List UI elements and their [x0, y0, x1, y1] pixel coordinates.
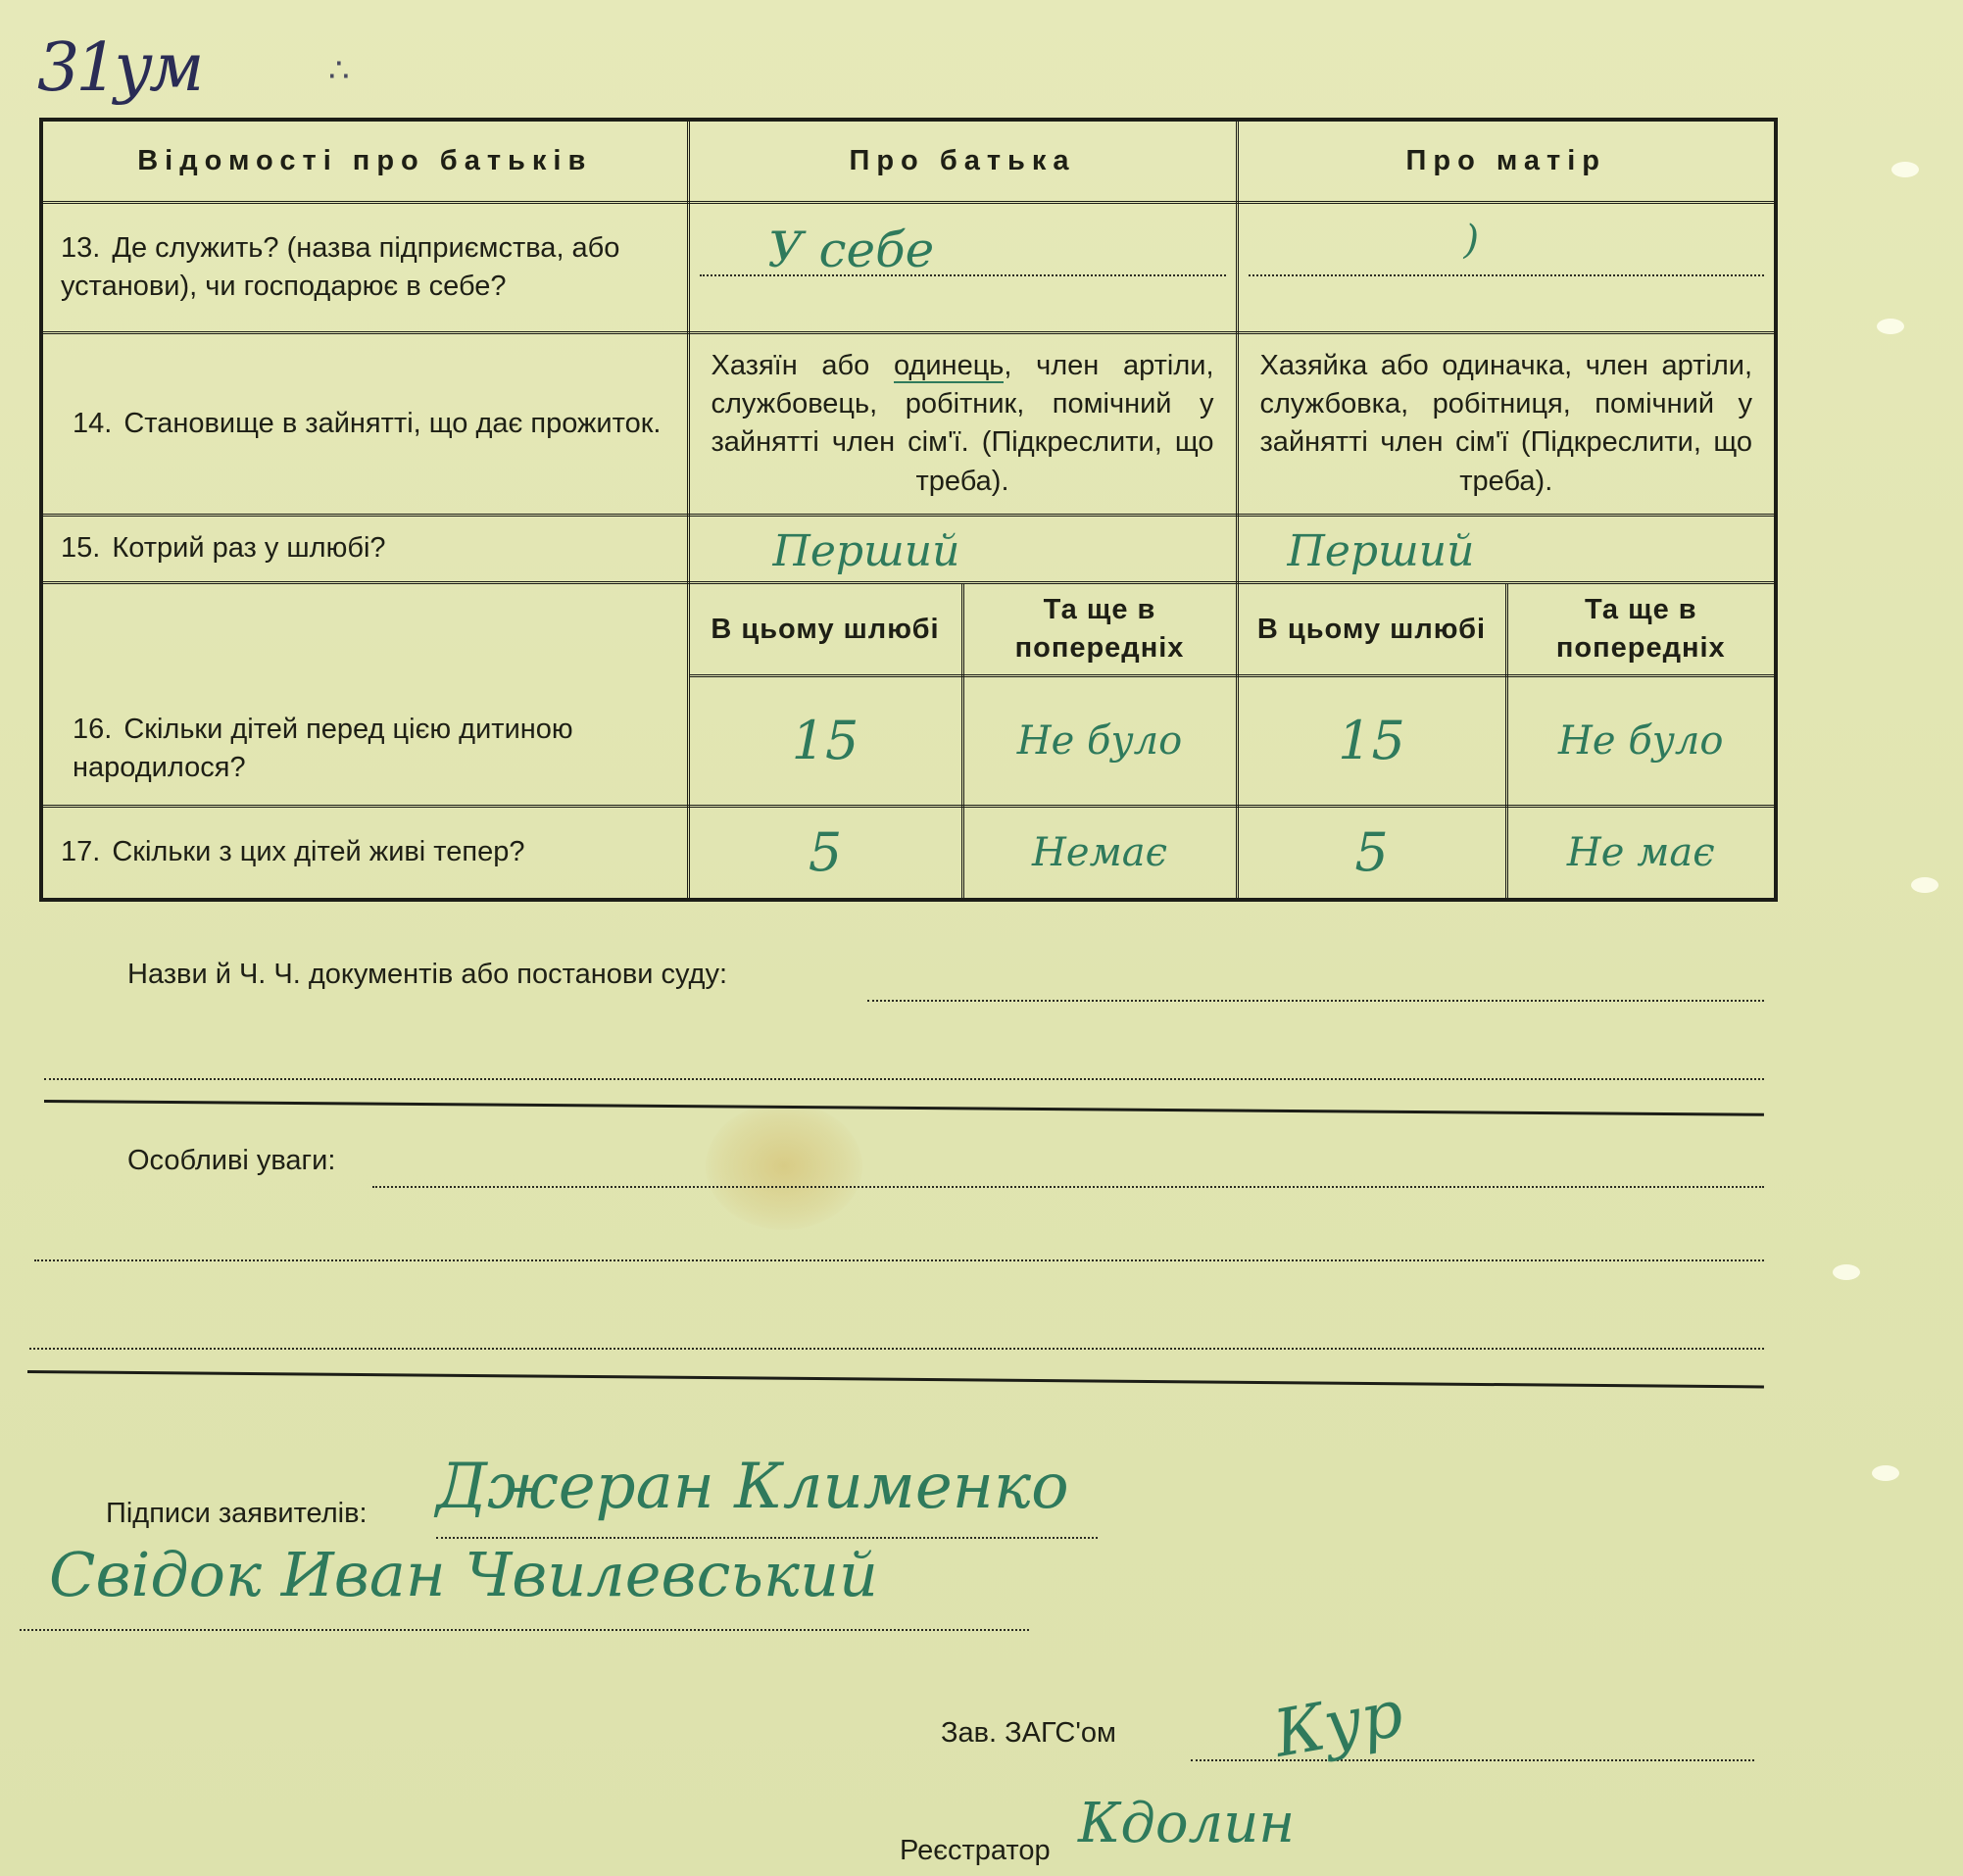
father-children-alive-this: 5: [688, 807, 962, 901]
documents-label: Назви й Ч. Ч. документів або постанови суду:: [127, 959, 728, 990]
signature-line: [1191, 1759, 1754, 1761]
mother-children-born-this: 15: [1237, 676, 1506, 807]
father-children-born-previous: Не було: [962, 676, 1237, 807]
option-text: Хазяїн або: [711, 350, 894, 382]
question-number: 13.: [61, 231, 101, 264]
zags-head-signature: Кур: [1268, 1675, 1409, 1772]
parents-info-table: [39, 118, 1778, 902]
question-number: 14.: [73, 407, 113, 439]
remarks-line: [372, 1186, 1764, 1188]
documents-line: [867, 1000, 1764, 1002]
father-workplace-value: У себе: [767, 222, 935, 279]
header-mother: Про матір: [1237, 120, 1776, 203]
mother-marriage-count: [1237, 516, 1776, 583]
question-text: Котрий раз у шлюбі?: [112, 532, 386, 565]
question-text: Становище в зайнятті, що дає прожиток.: [123, 407, 662, 439]
remarks-line: [29, 1348, 1764, 1350]
subheader-father-this: В цьому шлюбі: [688, 583, 962, 676]
question-number: 15.: [61, 532, 101, 565]
header-row: [41, 120, 1776, 203]
question-text: Де служить? (назва підприємства, або установи), чи господарює в себе?: [61, 231, 620, 303]
documents-line: [44, 1078, 1764, 1080]
question-text: Скільки з цих дітей живі тепер?: [112, 836, 525, 868]
row-q15: [41, 516, 1776, 583]
question-text: Скільки дітей перед цією дитиною народилося?: [73, 713, 573, 783]
registrar-signature: Кдолин: [1078, 1792, 1296, 1855]
header-parents-info: Відомості про батьків: [41, 120, 688, 203]
mother-children-alive-this: 5: [1237, 807, 1506, 901]
subheader-father-previous: Та ще в попередніх: [962, 583, 1237, 676]
signature-line: [20, 1629, 1029, 1631]
question-16: [41, 583, 688, 807]
option-underlined: одинець: [893, 350, 1005, 382]
mother-children-born-previous: Не було: [1506, 676, 1776, 807]
row-q14: [41, 332, 1776, 515]
mother-workplace-value: ): [1463, 218, 1480, 264]
father-children-born-this: 15: [688, 676, 962, 807]
answer-dotted-line: [1249, 274, 1765, 276]
mother-workplace: [1237, 203, 1776, 333]
question-14: [41, 332, 688, 515]
zags-head-label: Зав. ЗАГС'ом: [941, 1717, 1116, 1749]
father-occupation-options: [688, 332, 1237, 515]
father-marriage-count-value: Перший: [772, 526, 960, 577]
header-father: Про батька: [688, 120, 1237, 203]
question-15: [41, 516, 688, 583]
row-q13: [41, 203, 1776, 333]
question-17: [41, 807, 688, 901]
registrar-label: Реєстратор: [900, 1835, 1051, 1866]
father-marriage-count: [688, 516, 1237, 583]
remarks-label: Особливі уваги:: [127, 1145, 336, 1176]
mother-children-alive-previous: Не має: [1506, 807, 1776, 901]
question-number: 16.: [73, 713, 113, 745]
paper-tear: [1891, 162, 1919, 177]
paper-tear: [1833, 1264, 1860, 1280]
paper-tear: [1911, 877, 1938, 893]
row-q17: [41, 807, 1776, 901]
paper-stain: [706, 1103, 862, 1230]
father-workplace: [688, 203, 1237, 333]
archive-number: 31ум: [37, 29, 201, 107]
applicants-label: Підписи заявителів:: [106, 1498, 368, 1529]
question-13: [41, 203, 688, 333]
father-children-alive-previous: Немає: [962, 807, 1237, 901]
mother-occupation-options: Хазяйка або одиначка, член артіли, службовка, робітниця, помічний у зайнятті член сім'ї (Підкреслити, що треба).: [1237, 332, 1776, 515]
subheader-mother-this: В цьому шлюбі: [1237, 583, 1506, 676]
archive-mark: ∴: [328, 52, 350, 89]
remarks-line: [34, 1259, 1764, 1261]
option-text: , член артіли, службовець, робітник, помічний у зайнятті член сім'ї. (Підкреслити, що треба).: [711, 350, 1214, 497]
subheader-mother-previous: Та ще в попередніх: [1506, 583, 1776, 676]
question-number: 17.: [61, 836, 101, 868]
row-subheaders: [41, 583, 1776, 676]
applicant-signature: Джеран Клименко: [436, 1451, 1069, 1523]
paper-tear: [1877, 319, 1904, 334]
mother-marriage-count-value: Перший: [1287, 526, 1475, 577]
answer-dotted-line: [700, 274, 1226, 276]
paper-tear: [1872, 1465, 1899, 1481]
witness-signature: Свідок Иван Чвилевський: [49, 1539, 878, 1610]
